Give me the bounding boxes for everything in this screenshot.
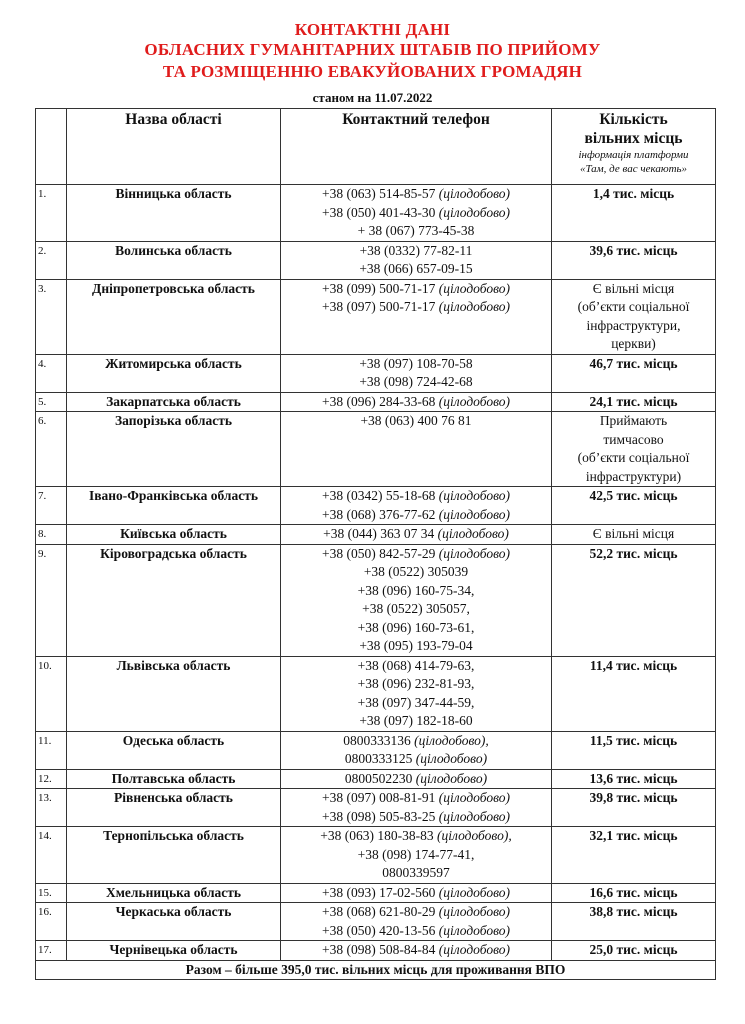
phone-number: +38 (097) 182-18-60 [359,713,473,728]
phone-availability-note: (цілодобово) [438,808,511,824]
region-name: Житомирська область [67,354,281,392]
phone-number: +38 (050) 401-43-30 [321,204,436,220]
free-places-text: 38,8 тис. місць [589,904,678,919]
phone-line [283,750,549,769]
phone-number: +38 (063) 514-85-57 [321,186,436,201]
phone-line [283,732,549,751]
table-row [36,412,716,487]
table-row [36,487,716,525]
table-row [36,731,716,769]
free-places-cell [552,279,716,354]
phone-availability-note: (цілодобово) [437,526,509,541]
row-number: 11. [36,731,67,769]
free-places-text: 42,5 тис. місць [589,488,678,503]
row-number: 5. [36,392,67,412]
region-name: Вінницька область [67,185,281,242]
phone-number: 0800502230 [344,770,413,786]
phone-line [283,393,549,412]
phone-cell [281,392,552,412]
phone-number: +38 (098) 505-83-25 [321,808,436,824]
phone-number: + 38 (067) 773-45-38 [357,223,475,238]
free-places-text: (об’єкти соціальної [577,450,690,465]
phone-line [283,373,549,392]
free-places-cell [552,544,716,656]
row-number: 13. [36,789,67,827]
phone-number: +38 (0522) 305039 [363,564,469,579]
free-places-text: 52,2 тис. місць [589,545,678,561]
total-cell: Разом – більше 395,0 тис. вільних місць для проживання ВПО [36,960,716,980]
free-places-text: 39,8 тис. місць [589,790,678,805]
header-region: Назва області [67,109,281,185]
phone-number: +38 (050) 420-13-56 [321,922,436,938]
phone-line [283,487,549,506]
region-name: Київська область [67,525,281,545]
free-places-text: 32,1 тис. місць [589,828,678,843]
free-places-cell [552,487,716,525]
table-row [36,354,716,392]
region-name: Одеська область [67,731,281,769]
free-places-text: 1,4 тис. місць [592,186,675,201]
free-places-text: 16,6 тис. місць [589,884,678,900]
header-places-note1: інформація платформи [578,149,689,161]
phone-availability-note: (цілодобово) [438,942,511,957]
region-name: Чернівецька область [67,941,281,961]
phone-line [283,922,549,941]
phone-line [283,903,549,922]
phone-availability-note: (цілодобово) [438,506,511,522]
phone-number: 0800339597 [382,865,450,880]
phone-number: +38 (066) 657-09-15 [359,261,473,276]
phone-cell [281,544,552,656]
phone-cell [281,789,552,827]
phone-number: 0800333125 [344,751,413,766]
phone-line [283,280,549,299]
table-row [36,883,716,903]
table-row [36,941,716,961]
phone-cell [281,241,552,279]
phone-availability-note: (цілодобово), [437,828,512,843]
phone-line [283,789,549,808]
row-number: 6. [36,412,67,487]
free-places-text: (об’єкти соціальної [577,299,690,314]
phone-number: +38 (098) 724-42-68 [359,374,473,389]
free-places-cell [552,789,716,827]
table-row [36,544,716,656]
free-places-cell [552,941,716,961]
phone-number: +38 (063) 400 76 81 [360,413,472,428]
phone-line [283,694,549,713]
free-places-cell [552,412,716,487]
phone-availability-note: (цілодобово) [438,545,511,561]
region-name: Дніпропетровська область [67,279,281,354]
phone-availability-note: (цілодобово) [438,884,511,900]
row-number: 4. [36,354,67,392]
phone-number: +38 (093) 17-02-560 [321,884,436,900]
table-row [36,827,716,884]
phone-line [283,260,549,279]
region-name: Полтавська область [67,769,281,789]
phone-number: +38 (068) 621-80-29 [321,904,436,919]
phone-line [283,600,549,619]
header-places [552,109,716,185]
free-places-text: Приймають [599,413,668,428]
phone-availability-note: (цілодобово) [438,186,511,201]
phone-availability-note: (цілодобово) [438,393,511,409]
table-row [36,656,716,731]
phone-cell [281,903,552,941]
phone-number: +38 (0342) 55-18-68 [321,488,436,503]
phone-line [283,884,549,903]
phone-cell [281,731,552,769]
table-header-row [36,109,716,185]
free-places-text: 25,0 тис. місць [589,942,678,957]
phone-line [283,525,549,544]
row-number: 8. [36,525,67,545]
title-line-2: ОБЛАСНИХ ГУМАНІТАРНИХ ШТАБІВ ПО ПРИЙОМУ [144,40,601,59]
phone-line [283,712,549,731]
phone-line [283,675,549,694]
free-places-cell [552,656,716,731]
title-line-3: ТА РОЗМІЩЕННЮ ЕВАКУЙОВАНИХ ГРОМАДЯН [162,62,583,81]
row-number: 17. [36,941,67,961]
header-places-line1: Кількість [599,111,668,128]
phone-availability-note: (цілодобово) [438,790,511,805]
title-line-1: КОНТАКТНІ ДАНІ [294,20,451,39]
phone-cell [281,354,552,392]
phone-number: +38 (096) 160-73-61, [357,619,475,635]
phone-number: +38 (096) 232-81-93, [357,676,475,691]
phone-cell [281,941,552,961]
free-places-cell [552,354,716,392]
phone-number: +38 (0332) 77-82-11 [359,242,473,258]
phone-line [283,204,549,223]
free-places-text: 24,1 тис. місць [589,393,678,409]
row-number: 12. [36,769,67,789]
contacts-table [35,108,716,980]
free-places-cell [552,185,716,242]
phone-line [283,637,549,656]
header-num [36,109,67,185]
phone-cell [281,185,552,242]
table-row [36,279,716,354]
phone-line [283,545,549,564]
free-places-text: тимчасово [603,431,664,447]
region-name: Черкаська область [67,903,281,941]
region-name: Тернопільська область [67,827,281,884]
phone-number: +38 (098) 508-84-84 [321,942,436,957]
region-name: Запорізька область [67,412,281,487]
phone-number: +38 (044) 363 07 34 [323,526,435,541]
phone-number: 0800333136 [343,732,411,748]
free-places-text: 11,4 тис. місць [589,657,678,673]
region-name: Закарпатська область [67,392,281,412]
phone-line [283,941,549,960]
row-number: 1. [36,185,67,242]
header-phone: Контактний телефон [281,109,552,185]
phone-line [283,242,549,261]
free-places-text: Є вільні місця [592,280,675,296]
row-number: 16. [36,903,67,941]
free-places-cell [552,392,716,412]
region-name: Кіровоградська область [67,544,281,656]
phone-availability-note: (цілодобово) [415,751,488,766]
free-places-cell [552,827,716,884]
free-places-cell [552,903,716,941]
phone-cell [281,769,552,789]
row-number: 10. [36,656,67,731]
free-places-cell [552,241,716,279]
phone-cell [281,827,552,884]
phone-number: +38 (097) 347-44-59, [357,694,475,710]
phone-availability-note: (цілодобово) [438,204,511,220]
date-line: станом на 11.07.2022 [312,90,433,105]
region-name: Хмельницька область [67,883,281,903]
phone-line [283,298,549,317]
phone-number: +38 (097) 108-70-58 [359,355,473,371]
table-row [36,789,716,827]
phone-number: +38 (095) 193-79-04 [359,638,473,653]
phone-line [283,222,549,241]
header-places-line2: вільних місць [584,129,683,147]
phone-line [283,657,549,676]
free-places-text: Є вільні місця [592,526,675,541]
phone-cell [281,487,552,525]
phone-number: +38 (0522) 305057, [362,601,470,616]
free-places-cell [552,731,716,769]
free-places-cell [552,525,716,545]
phone-number: +38 (068) 414-79-63, [357,657,475,673]
row-number: 2. [36,241,67,279]
phone-line [283,827,549,846]
region-name: Івано-Франківська область [67,487,281,525]
phone-cell [281,412,552,487]
free-places-text: 11,5 тис. місць [589,732,678,748]
row-number: 9. [36,544,67,656]
phone-line [283,582,549,601]
phone-availability-note: (цілодобово), [414,732,489,748]
table-row [36,241,716,279]
phone-line [283,846,549,865]
phone-cell [281,279,552,354]
phone-line [283,412,549,431]
phone-availability-note: (цілодобово) [415,770,488,786]
free-places-text: 13,6 тис. місць [589,770,678,786]
phone-availability-note: (цілодобово) [438,280,511,296]
row-number: 14. [36,827,67,884]
table-row [36,525,716,545]
row-number: 7. [36,487,67,525]
phone-number: +38 (096) 284-33-68 [321,393,436,409]
phone-availability-note: (цілодобово) [438,904,511,919]
phone-line [283,506,549,525]
table-row [36,185,716,242]
phone-line [283,864,549,883]
phone-cell [281,525,552,545]
phone-availability-note: (цілодобово) [438,488,511,503]
phone-availability-note: (цілодобово) [438,299,511,314]
phone-line [283,770,549,789]
free-places-text: церкви) [611,336,656,351]
phone-number: +38 (050) 842-57-29 [321,545,436,561]
region-name: Львівська область [67,656,281,731]
table-row [36,769,716,789]
table-row [36,903,716,941]
phone-number: +38 (098) 174-77-41, [357,846,475,862]
total-row [36,960,716,980]
free-places-text: 46,7 тис. місць [589,355,678,371]
phone-line [283,355,549,374]
phone-number: +38 (097) 008-81-91 [321,790,436,805]
free-places-cell [552,883,716,903]
phone-line [283,808,549,827]
free-places-text: 39,6 тис. місць [589,242,678,258]
phone-availability-note: (цілодобово) [438,922,511,938]
free-places-text: інфраструктури) [585,468,682,484]
phone-line [283,563,549,582]
row-number: 15. [36,883,67,903]
phone-number: +38 (096) 160-75-34, [357,582,475,598]
phone-number: +38 (097) 500-71-17 [321,299,436,314]
phone-line [283,185,549,204]
phone-cell [281,656,552,731]
phone-number: +38 (063) 180-38-83 [320,828,434,843]
row-number: 3. [36,279,67,354]
phone-number: +38 (068) 376-77-62 [321,506,436,522]
free-places-cell [552,769,716,789]
phone-line [283,619,549,638]
phone-number: +38 (099) 500-71-17 [321,280,436,296]
region-name: Волинська область [67,241,281,279]
header-places-note2: «Там, де вас чекають» [579,163,688,175]
region-name: Рівненська область [67,789,281,827]
phone-cell [281,883,552,903]
free-places-text: інфраструктури, [586,317,681,333]
table-row [36,392,716,412]
